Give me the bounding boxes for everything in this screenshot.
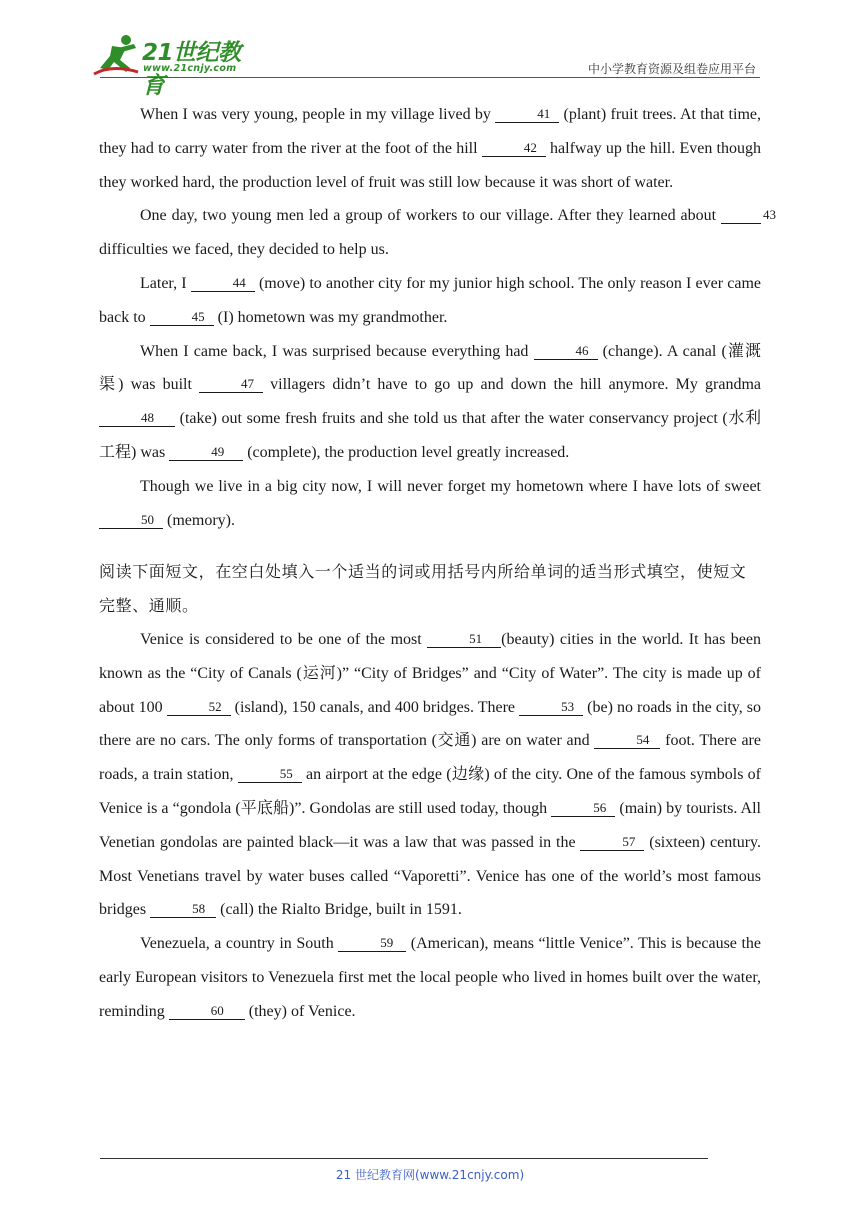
text-segment: (island), 150 canals, and 400 bridges. There (230, 698, 520, 716)
page-header (0, 0, 860, 99)
passage1-paragraph-1 (99, 98, 761, 199)
passage1-paragraph-5 (99, 470, 761, 538)
text-segment: When I was very young, people in my village lived by (140, 106, 496, 123)
blank-42[interactable]: 42 (482, 140, 546, 157)
text-segment: villagers didn’t have to go up and down the hill anymore. My grandma (263, 376, 761, 394)
header-platform-text: 中小学教育资源及组卷应用平台 (587, 62, 756, 76)
text-segment: When I came back, I was surprised because everything had (140, 342, 534, 360)
blank-46[interactable]: 46 (534, 343, 598, 360)
blank-47[interactable]: 47 (199, 376, 263, 393)
passage2-paragraph-2 (99, 927, 761, 1028)
text-segment: (complete), the production level greatly increased. (243, 443, 570, 461)
blank-52[interactable]: 52 (167, 699, 231, 716)
passage1-paragraph-3 (99, 267, 761, 335)
blank-50[interactable]: 50 (99, 512, 163, 529)
blank-58[interactable]: 58 (150, 901, 216, 918)
blank-45[interactable]: 45 (150, 309, 214, 326)
text-segment: foot. There are roads, a train station, (99, 732, 761, 784)
text-segment: (I) hometown was my grandmother. (213, 308, 448, 326)
text-segment: (sixteen) century. Most Venetians travel by water buses called “Vaporetti”. Venice has one of the world’s most famous bridges (99, 833, 761, 919)
text-segment: (change). A canal (灌溉渠) was built (99, 342, 761, 394)
blank-41[interactable]: 41 (495, 106, 559, 123)
footer-divider (100, 1158, 708, 1159)
text-segment: Though we live in a big city now, I will never forget my hometown where I have lots of sweet (140, 477, 761, 495)
text-segment: difficulties we faced, they decided to help us. (99, 241, 389, 259)
logo-url-text: www.21cnjy.com (143, 63, 237, 74)
blank-55[interactable]: 55 (238, 766, 302, 783)
blank-43[interactable]: 43 (721, 207, 761, 224)
text-segment: halfway up the hill. Even though they worked hard, the production level of fruit was still low because it was short of water. (99, 139, 761, 191)
passage2-paragraph-1 (99, 623, 761, 927)
blank-57[interactable]: 57 (580, 834, 644, 851)
text-segment: (call) the Rialto Bridge, built in 1591. (216, 901, 462, 919)
header-divider (100, 77, 760, 78)
text-segment: (main) by tourists. All Venetian gondolas are painted black—it was a law that was passed in the (99, 799, 761, 851)
text-segment: (plant) fruit trees. At that time, they had to carry water from the river at the foot of the hill (99, 106, 761, 157)
text-segment: (take) out some fresh fruits and she told us that after the water conservancy project (水利工程) was (99, 410, 761, 461)
text-segment: (be) no roads in the city, so there are no cars. The only forms of transportation (交通) are on water and (99, 698, 762, 750)
text-segment: an airport at the edge (边缘) of the city. One of the famous symbols of Venice is a “gondola (平底船)”. Gondolas are still used today, though (99, 766, 761, 817)
text-segment: (beauty) cities in the world. It has been known as the “City of Canals (运河)” “City of Bridges” and “City of Water”. The city is made up of about 100 (99, 630, 761, 716)
site-logo[interactable] (92, 34, 262, 99)
passage1-paragraph-4 (99, 335, 761, 470)
blank-48[interactable]: 48 (99, 410, 175, 427)
text-segment: (they) of Venice. (244, 1002, 356, 1020)
blank-51[interactable]: 51 (427, 631, 501, 648)
main-content (99, 98, 776, 1029)
text-segment: (move) to another city for my junior high school. The only reason I ever came back to (99, 274, 761, 326)
blank-44[interactable]: 44 (191, 275, 255, 292)
section-instruction: 阅读下面短文，在空白处填入一个适当的词或用括号内所给单词的适当形式填空，使短文完整、通顺。 (99, 562, 747, 616)
blank-56[interactable]: 56 (551, 800, 615, 817)
logo-brand-text: 21世纪教育 (142, 40, 241, 99)
blank-53[interactable]: 53 (519, 699, 583, 716)
text-segment: Venezuela, a country in South (140, 935, 339, 953)
text-segment: Later, I (140, 274, 191, 292)
text-segment: One day, two young men led a group of workers to our village. After they learned about (140, 207, 721, 225)
blank-54[interactable]: 54 (594, 732, 660, 749)
text-segment: Venice is considered to be one of the most (140, 630, 428, 648)
text-segment: (memory). (163, 511, 235, 529)
footer-site-link[interactable]: 21 世纪教育网(www.21cnjy.com) (335, 1168, 525, 1182)
runner-logo-icon (92, 34, 142, 78)
blank-49[interactable]: 49 (169, 444, 243, 461)
passage1-paragraph-2 (99, 199, 776, 267)
blank-60[interactable]: 60 (169, 1003, 245, 1020)
text-segment: (American), means “little Venice”. This is because the early European visitors to Venezuela first met the local people who lived in homes built over the water, reminding (99, 935, 761, 1020)
blank-59[interactable]: 59 (338, 935, 406, 952)
